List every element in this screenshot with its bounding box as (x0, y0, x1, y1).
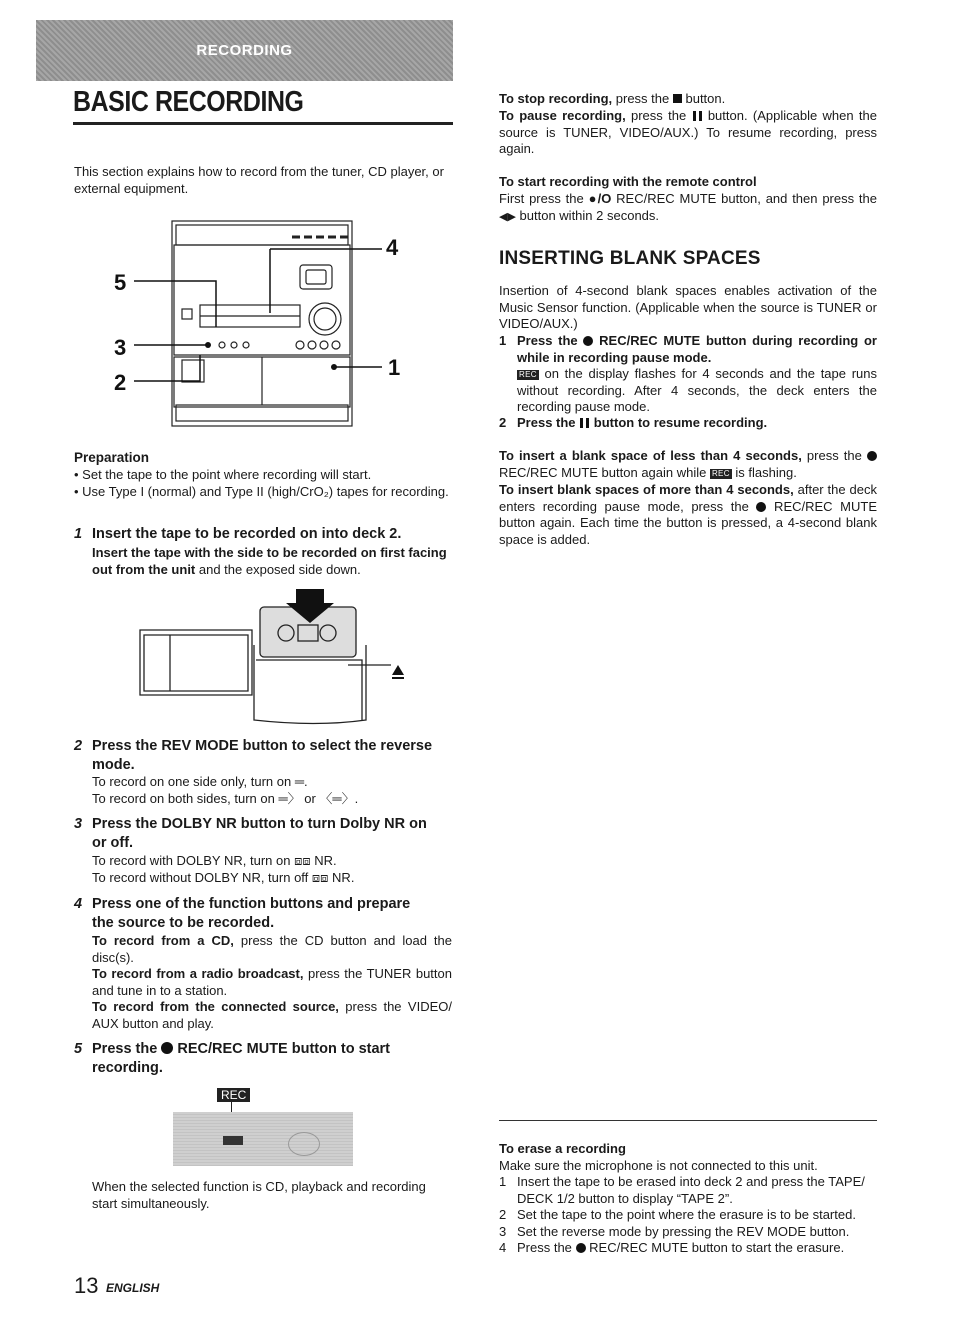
blank-less-post2: is flashing. (731, 464, 797, 480)
pause-icon (693, 111, 702, 121)
section-divider (499, 1120, 877, 1121)
record-dot-icon (756, 502, 766, 512)
stop-icon (673, 94, 682, 103)
blank-less-pre: press the (801, 448, 862, 463)
blank-more-text (499, 482, 877, 548)
blank-step-2 (517, 415, 767, 432)
record-dot-icon (867, 451, 877, 461)
step-1-heading-text: Insert the tape to be recorded on into deck 2. (92, 526, 402, 542)
blank-less-text (499, 448, 877, 481)
step-4-heading-line1: Press one of the function buttons and prepare (92, 896, 411, 912)
blank-step-number: 1 (499, 333, 507, 348)
blank-intro: Insertion of 4-second blank spaces enables activation of the Music Sensor function. (Applicable when the source is TUNER or VIDEO/AUX.) (499, 283, 877, 332)
section-label: RECORDING (196, 42, 293, 59)
step-3-detail: To record without DOLBY NR, turn off ⧈⧈ NR. (92, 870, 355, 885)
callout-4: 4 (386, 235, 399, 260)
blank-step-2-pre: Press the (517, 415, 576, 430)
record-dot-icon (161, 1042, 173, 1054)
step-5-heading-post: REC/REC MUTE button to start (177, 1041, 391, 1057)
step-5-heading-line2: recording. (92, 1060, 163, 1076)
remote-text-part: button within 2 seconds. (515, 207, 660, 223)
step-number: 2 (74, 738, 83, 754)
unit-front-illustration (112, 215, 412, 435)
display-panel-illustration (173, 1112, 353, 1166)
remote-heading: To start recording with the remote control (499, 174, 757, 189)
erase-step-number: 3 (499, 1224, 507, 1239)
step-4-item-bold: To record from a radio broadcast, (92, 966, 304, 981)
step-4-item (92, 933, 452, 966)
tape-insert-illustration (136, 585, 416, 730)
step-4-item-bold: To record from a CD, (92, 933, 234, 948)
step-number: 4 (74, 896, 83, 912)
step-4-item-bold: To record from the connected source, (92, 999, 339, 1014)
rec-indicator-icon: REC (519, 370, 537, 379)
step-3-detail: To record with DOLBY NR, turn on ⧈⧈ NR. (92, 853, 337, 868)
rec-mute-symbol: ●/O (588, 191, 612, 206)
blank-more-bold: To insert blank spaces of more than 4 seconds, (499, 482, 794, 497)
inserting-blank-heading: INSERTING BLANK SPACES (499, 248, 761, 269)
step-number: 3 (74, 816, 83, 832)
page-language: ENGLISH (106, 1281, 160, 1295)
step-2-detail: To record on one side only, turn on ═. (92, 774, 308, 789)
intro-text: This section explains how to record from the tuner, CD player, or external equipment. (74, 164, 444, 196)
erase-intro: Make sure the microphone is not connected to this unit. (499, 1158, 818, 1173)
step-4-item-rest: press the CD button and load the disc(s). (92, 933, 452, 965)
erase-step-number: 1 (499, 1174, 507, 1189)
pause-recording-post: button. (Applicable when the source is TUNER, VIDEO/AUX.) To resume recording, press again. (499, 108, 877, 157)
step-4-item (92, 999, 452, 1032)
page-title: BASIC RECORDING (73, 86, 304, 118)
remote-text-part: REC/REC MUTE button, and then press the (611, 191, 877, 206)
pause-icon (580, 418, 589, 428)
step-4-item-rest: press the VIDEO/ AUX button and play. (92, 999, 452, 1031)
blank-less-post: REC/REC MUTE button again while (499, 464, 707, 480)
preparation-bullet: • Set the tape to the point where recording will start. (74, 467, 372, 482)
step-5-heading-pre: Press the (92, 1041, 158, 1057)
blank-step-1-pre: Press the (517, 333, 578, 348)
blank-step-1-post: REC/REC MUTE button during recording or while in recording pause mode. (517, 333, 877, 365)
title-underline (73, 122, 453, 125)
record-dot-icon (576, 1243, 586, 1253)
record-dot-icon (583, 336, 593, 346)
display-segment-icon (288, 1132, 320, 1156)
callout-5: 5 (114, 270, 127, 295)
step-1-instruction-bold: Insert the tape with the side to be recorded on first facing out from the unit (92, 545, 447, 577)
step-2-detail: To record on both sides, turn on ═〉 or 〈═〉. (92, 791, 359, 806)
erase-step (517, 1240, 877, 1257)
stop-recording-bold: To stop recording, (499, 91, 613, 106)
step-1-instruction (92, 545, 454, 578)
pause-recording-text (499, 108, 877, 158)
blank-more-post: REC/REC MUTE button again. Each time the button is pressed, a 4-second blank space is added. (499, 498, 877, 547)
erase-step: Set the tape to the point where the erasure is to be started. (517, 1207, 856, 1222)
stop-recording-text (499, 91, 877, 108)
step-number: 5 (74, 1041, 83, 1057)
erase-step-4-pre: Press the (517, 1240, 572, 1255)
remote-text (499, 191, 877, 225)
pause-recording-pre: press the (625, 108, 687, 123)
remote-text-part: First press the (499, 191, 584, 206)
pause-recording-bold: To pause recording, (499, 108, 626, 123)
blank-step-1-note-text: on the display flashes for 4 seconds and the tape runs without recording. After 4 seconds, the deck enters the recording pause mode. (517, 366, 877, 415)
blank-step-1-note (517, 366, 877, 416)
step-2-heading-line1: Press the REV MODE button to select the reverse (92, 738, 433, 754)
stop-recording-post: button. (681, 91, 726, 106)
step-4-item (92, 966, 452, 999)
erase-step-number: 4 (499, 1240, 507, 1255)
erase-step: Insert the tape to be erased into deck 2 and press the TAPE/ DECK 1/2 button to display “TAPE 2”. (517, 1174, 865, 1206)
callout-3: 3 (114, 335, 127, 360)
step-3-heading-line1: Press the DOLBY NR button to turn Dolby NR on (92, 816, 427, 832)
step-5-note: When the selected function is CD, playback and recording start simultaneously. (92, 1179, 426, 1211)
preparation-bullet: • Use Type I (normal) and Type II (high/CrO₂) tapes for recording. (74, 484, 449, 499)
step-4-heading-line2: the source to be recorded. (92, 915, 275, 931)
step-2-heading (74, 737, 454, 775)
step-4-item-rest: press the TUNER button and tune in to a station. (92, 966, 452, 998)
rec-display-label: REC (217, 1088, 250, 1102)
step-1-heading (74, 525, 454, 544)
blank-step-number: 2 (499, 415, 507, 430)
rec-indicator-icon: REC (711, 468, 730, 478)
step-3-heading-line2: or off. (92, 835, 134, 851)
blank-more-pre: after the deck enters recording pause mode, press the (499, 482, 877, 514)
blank-step-2-post: button to resume recording. (590, 415, 768, 430)
page-number: 13 (74, 1273, 99, 1298)
preparation-heading: Preparation (74, 450, 150, 465)
step-1-instruction-rest: and the exposed side down. (195, 561, 361, 577)
erase-step: Set the reverse mode by pressing the REV MODE button. (517, 1224, 850, 1239)
callout-2: 2 (114, 370, 127, 395)
rewind-play-icon: ◀▶ (499, 210, 516, 223)
rec-indicator-icon (223, 1136, 243, 1145)
erase-heading: To erase a recording (499, 1141, 626, 1156)
section-header-bar (36, 20, 453, 81)
erase-step-4-post: REC/REC MUTE button to start the erasure. (589, 1240, 845, 1255)
step-number: 1 (74, 526, 83, 542)
step-4-heading (74, 895, 454, 933)
step-3-heading (74, 815, 454, 853)
blank-less-bold: To insert a blank space of less than 4 seconds, (499, 448, 802, 463)
erase-step-number: 2 (499, 1207, 507, 1222)
stop-recording-pre: press the (612, 91, 670, 106)
step-5-heading (74, 1040, 454, 1078)
blank-step-1 (517, 333, 877, 366)
step-2-heading-line2: mode. (92, 757, 135, 773)
callout-1: 1 (388, 355, 401, 380)
